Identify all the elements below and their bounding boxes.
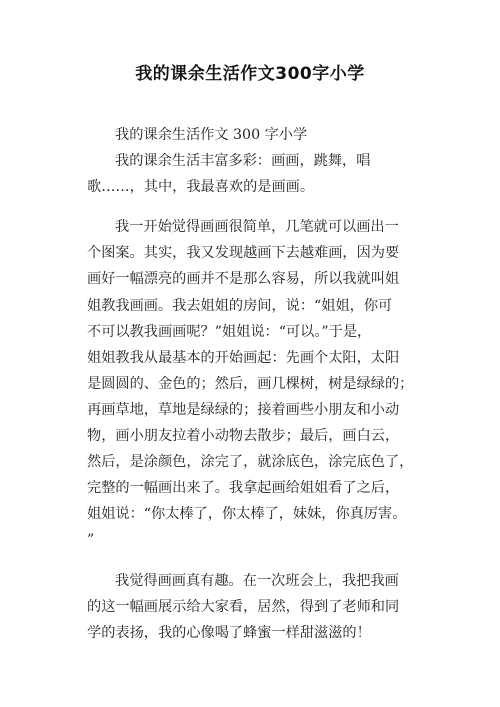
paragraph-line: 我一开始觉得画画很简单，几笔就可以画出一 [115, 219, 399, 236]
paragraph-line: 是圆圆的、金色的；然后，画几棵树，树是绿绿的； [87, 375, 414, 392]
paragraph-line: 画好一幅漂亮的画并不是那么容易，所以我就叫姐 [87, 271, 400, 288]
document-body [87, 122, 427, 646]
paragraph-line: 姐姐教我从最基本的开始画起：先画个太阳，太阳 [87, 349, 400, 366]
paragraph-line: 个图案。其实，我又发现越画下去越难画，因为要 [87, 245, 400, 262]
paragraph-line: 学的表扬，我的心像喝了蜂蜜一样甜滋滋的！ [87, 624, 371, 641]
paragraph-line: 完整的一幅画出来了。我拿起画给姐姐看了之后， [87, 480, 400, 497]
paragraph-line: 姐姐说：“你太棒了，你太棒了，妹妹，你真厉害。 [87, 506, 407, 523]
paragraph-line: 然后，是涂颜色，涂完了，就涂底色，涂完底色了， [87, 454, 414, 471]
paragraph-line: 我觉得画画真有趣。在一次班会上，我把我画 [115, 572, 399, 589]
paragraph-line: 我的课余生活作文 300 字小学 [115, 127, 308, 143]
paragraph-line: 再画草地，草地是绿绿的；接着画些小朋友和小动 [87, 401, 400, 418]
paragraph-line: 物，画小朋友拉着小动物去散步；最后，画白云， [87, 428, 400, 445]
document-title: 我的课余生活作文300字小学 [135, 64, 365, 84]
paragraph-line: 歌……，其中，我最喜欢的是画画。 [87, 179, 315, 196]
paragraph-line: 不可以教我画画呢？”姐姐说：“可以。”于是， [87, 323, 372, 340]
paragraph-line: 姐教我画画。我去姐姐的房间，说：“姐姐，你可 [87, 297, 393, 314]
paragraph-line: 我的课余生活丰富多彩：画画，跳舞，唱 [115, 153, 371, 170]
paragraph-line: 的这一幅画展示给大家看，居然，得到了老师和同 [87, 598, 400, 615]
paragraph-line: ” [87, 532, 95, 549]
